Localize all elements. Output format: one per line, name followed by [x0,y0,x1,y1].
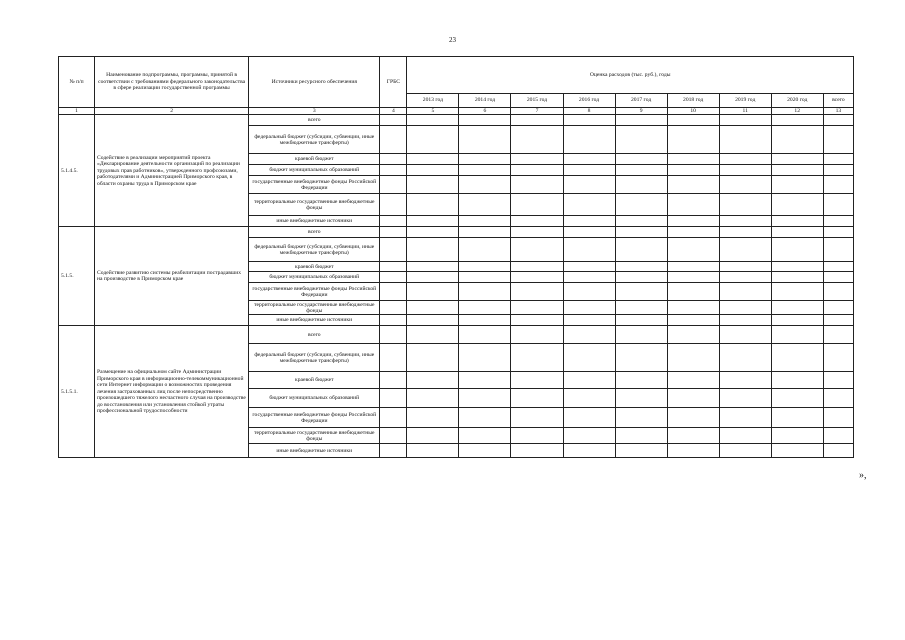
grbs-cell [380,165,407,176]
amount-cell [615,315,667,326]
header-year: 2015 год [511,94,563,108]
grbs-cell [380,194,407,216]
column-number: 2 [95,108,249,115]
amount-cell [407,389,459,408]
amount-cell [667,326,719,344]
amount-cell [407,154,459,165]
amount-cell [615,176,667,194]
header-source: Источники ресурсного обеспечения [249,57,380,108]
amount-cell [407,444,459,458]
grbs-cell [380,344,407,372]
amount-cell [563,165,615,176]
amount-cell [667,283,719,301]
amount-cell [667,216,719,227]
grbs-cell [380,238,407,262]
column-number: 8 [563,108,615,115]
amount-cell [823,126,853,154]
amount-cell [771,444,823,458]
funding-source: государственные внебюджетные фонды Российской Федерации [249,176,380,194]
amount-cell [667,444,719,458]
column-number: 1 [59,108,95,115]
amount-cell [719,372,771,389]
amount-cell [719,194,771,216]
amount-cell [459,283,511,301]
amount-cell [667,176,719,194]
amount-cell [563,315,615,326]
funding-source: государственные внебюджетные фонды Российской Федерации [249,283,380,301]
amount-cell [407,194,459,216]
column-number: 12 [771,108,823,115]
grbs-cell [380,227,407,238]
amount-cell [615,344,667,372]
amount-cell [719,408,771,428]
amount-cell [563,283,615,301]
amount-cell [823,262,853,272]
amount-cell [771,216,823,227]
amount-cell [563,272,615,283]
table-body [59,115,854,458]
amount-cell [459,408,511,428]
header-year: 2020 год [771,94,823,108]
funding-source: иные внебюджетные источники [249,216,380,227]
amount-cell [771,154,823,165]
amount-cell [563,216,615,227]
funding-source: краевой бюджет [249,372,380,389]
header-total: всего [823,94,853,108]
amount-cell [407,272,459,283]
funding-source: всего [249,115,380,126]
amount-cell [511,372,563,389]
amount-cell [615,126,667,154]
amount-cell [667,126,719,154]
amount-cell [823,238,853,262]
amount-cell [459,389,511,408]
amount-cell [615,372,667,389]
amount-cell [719,115,771,126]
amount-cell [719,165,771,176]
amount-cell [407,428,459,444]
amount-cell [563,372,615,389]
amount-cell [771,301,823,315]
grbs-cell [380,301,407,315]
amount-cell [459,216,511,227]
amount-cell [667,428,719,444]
amount-cell [823,315,853,326]
amount-cell [615,154,667,165]
column-number: 13 [823,108,853,115]
section-code: 5.1.4.5. [59,115,95,227]
table-row [59,326,854,344]
header-year: 2014 год [459,94,511,108]
amount-cell [563,389,615,408]
section-code: 5.1.5. [59,227,95,326]
amount-cell [511,115,563,126]
amount-cell [511,227,563,238]
header-year: 2018 год [667,94,719,108]
header-year: 2013 год [407,94,459,108]
amount-cell [459,444,511,458]
amount-cell [719,154,771,165]
section-name: Содействие в реализации мероприятий проекта «Декларирование деятельности организаций по реализации трудовых прав работников», утвержденного профсоюзами, работодателями и Администрацией Приморского края, в области охраны труда в Приморском крае [95,115,249,227]
column-number: 7 [511,108,563,115]
amount-cell [615,238,667,262]
amount-cell [563,408,615,428]
amount-cell [719,176,771,194]
amount-cell [407,315,459,326]
amount-cell [823,115,853,126]
amount-cell [823,216,853,227]
grbs-cell [380,262,407,272]
funding-source: иные внебюджетные источники [249,315,380,326]
amount-cell [407,344,459,372]
header-name: Наименование подпрограммы, программы, принятой в соответствии с требованиями федерального законодательства в сфере реализации государственной программы [95,57,249,108]
header-year: 2019 год [719,94,771,108]
amount-cell [563,262,615,272]
grbs-cell [380,315,407,326]
grbs-cell [380,444,407,458]
amount-cell [771,372,823,389]
amount-cell [615,115,667,126]
amount-cell [719,126,771,154]
amount-cell [719,315,771,326]
section-name: Размещение на официальном сайте Администрации Приморского края в информационно-телекоммуникационной сети Интернет информации о возможностях проведения лечения застрахованных лиц после непосредственно произошедшего тяжелого несчастного случая на производстве до восстановления или установления стойкой утраты профессиональной трудоспособности [95,326,249,458]
grbs-cell [380,115,407,126]
amount-cell [719,389,771,408]
amount-cell [615,262,667,272]
amount-cell [771,344,823,372]
amount-cell [563,154,615,165]
amount-cell [719,283,771,301]
amount-cell [459,154,511,165]
amount-cell [407,165,459,176]
amount-cell [719,262,771,272]
amount-cell [823,326,853,344]
amount-cell [615,216,667,227]
funding-source: иные внебюджетные источники [249,444,380,458]
amount-cell [823,283,853,301]
amount-cell [667,315,719,326]
amount-cell [511,272,563,283]
amount-cell [771,315,823,326]
column-number: 11 [719,108,771,115]
amount-cell [719,216,771,227]
grbs-cell [380,389,407,408]
amount-cell [771,408,823,428]
amount-cell [667,301,719,315]
section-name: Содействие развитию системы реабилитации пострадавших на производстве в Приморском крае [95,227,249,326]
amount-cell [771,389,823,408]
amount-cell [563,115,615,126]
amount-cell [615,326,667,344]
funding-source: территориальные государственные внебюджетные фонды [249,194,380,216]
amount-cell [511,428,563,444]
funding-source: государственные внебюджетные фонды Российской Федерации [249,408,380,428]
amount-cell [823,389,853,408]
amount-cell [511,315,563,326]
amount-cell [511,301,563,315]
amount-cell [407,126,459,154]
header-year: 2017 год [615,94,667,108]
amount-cell [771,262,823,272]
column-number: 4 [380,108,407,115]
amount-cell [459,194,511,216]
amount-cell [771,194,823,216]
amount-cell [563,444,615,458]
amount-cell [511,126,563,154]
amount-cell [771,326,823,344]
amount-cell [407,301,459,315]
amount-cell [667,194,719,216]
amount-cell [459,165,511,176]
amount-cell [511,408,563,428]
funding-source: краевой бюджет [249,262,380,272]
amount-cell [511,326,563,344]
amount-cell [667,408,719,428]
amount-cell [563,428,615,444]
amount-cell [407,372,459,389]
amount-cell [563,227,615,238]
amount-cell [459,301,511,315]
grbs-cell [380,216,407,227]
amount-cell [719,428,771,444]
amount-cell [823,408,853,428]
amount-cell [719,326,771,344]
grbs-cell [380,154,407,165]
amount-cell [667,115,719,126]
amount-cell [771,176,823,194]
column-number: 10 [667,108,719,115]
amount-cell [563,176,615,194]
amount-cell [511,238,563,262]
amount-cell [511,389,563,408]
amount-cell [771,126,823,154]
amount-cell [615,301,667,315]
amount-cell [563,301,615,315]
funding-source: федеральный бюджет (субсидии, субвенции, иные межбюджетные трансферты) [249,126,380,154]
header-year: 2016 год [563,94,615,108]
funding-source: территориальные государственные внебюджетные фонды [249,301,380,315]
amount-cell [459,315,511,326]
amount-cell [563,238,615,262]
amount-cell [459,372,511,389]
amount-cell [667,262,719,272]
amount-cell [823,444,853,458]
column-number: 5 [407,108,459,115]
amount-cell [615,165,667,176]
grbs-cell [380,428,407,444]
closing-quote: », [859,470,867,481]
amount-cell [459,344,511,372]
amount-cell [667,227,719,238]
column-number: 3 [249,108,380,115]
header-grbs: ГРБС [380,57,407,108]
amount-cell [823,176,853,194]
amount-cell [459,227,511,238]
amount-cell [615,428,667,444]
amount-cell [407,408,459,428]
amount-cell [511,194,563,216]
amount-cell [823,154,853,165]
amount-cell [823,344,853,372]
amount-cell [823,301,853,315]
amount-cell [563,126,615,154]
funding-source: федеральный бюджет (субсидии, субвенции, иные межбюджетные трансферты) [249,344,380,372]
grbs-cell [380,408,407,428]
amount-cell [823,372,853,389]
grbs-cell [380,176,407,194]
funding-source: бюджет муниципальных образований [249,165,380,176]
amount-cell [407,326,459,344]
amount-cell [771,272,823,283]
funding-source: бюджет муниципальных образований [249,389,380,408]
amount-cell [823,272,853,283]
funding-source: всего [249,227,380,238]
amount-cell [407,262,459,272]
amount-cell [563,194,615,216]
header-cost: Оценка расходов (тыс. руб.), годы [407,57,854,94]
funding-source: краевой бюджет [249,154,380,165]
amount-cell [563,326,615,344]
section-code: 5.1.5.1. [59,326,95,458]
amount-cell [459,272,511,283]
amount-cell [615,408,667,428]
amount-cell [407,238,459,262]
amount-cell [615,227,667,238]
grbs-cell [380,126,407,154]
amount-cell [823,194,853,216]
amount-cell [615,283,667,301]
amount-cell [511,154,563,165]
amount-cell [511,344,563,372]
amount-cell [823,165,853,176]
amount-cell [771,165,823,176]
amount-cell [771,283,823,301]
funding-source: территориальные государственные внебюджетные фонды [249,428,380,444]
amount-cell [407,283,459,301]
amount-cell [615,389,667,408]
amount-cell [459,238,511,262]
amount-cell [771,227,823,238]
amount-cell [615,272,667,283]
amount-cell [511,165,563,176]
amount-cell [667,165,719,176]
amount-cell [667,272,719,283]
funding-source: федеральный бюджет (субсидии, субвенции, иные межбюджетные трансферты) [249,238,380,262]
amount-cell [719,344,771,372]
amount-cell [823,428,853,444]
amount-cell [667,389,719,408]
grbs-cell [380,272,407,283]
amount-cell [667,344,719,372]
amount-cell [459,326,511,344]
amount-cell [459,126,511,154]
header-num: № п/п [59,57,95,108]
amount-cell [459,115,511,126]
column-number: 6 [459,108,511,115]
amount-cell [407,216,459,227]
table-row [59,227,854,238]
amount-cell [511,216,563,227]
amount-cell [667,238,719,262]
amount-cell [407,227,459,238]
grbs-cell [380,372,407,389]
amount-cell [459,176,511,194]
page-number: 23 [449,36,456,44]
budget-table [58,56,854,458]
amount-cell [511,262,563,272]
amount-cell [771,428,823,444]
amount-cell [667,154,719,165]
amount-cell [719,444,771,458]
amount-cell [511,444,563,458]
amount-cell [511,176,563,194]
amount-cell [459,428,511,444]
amount-cell [771,115,823,126]
column-number-row [59,108,854,115]
table-row [59,115,854,126]
amount-cell [667,372,719,389]
amount-cell [615,444,667,458]
grbs-cell [380,326,407,344]
amount-cell [719,238,771,262]
amount-cell [719,301,771,315]
funding-source: бюджет муниципальных образований [249,272,380,283]
column-number: 9 [615,108,667,115]
amount-cell [511,283,563,301]
amount-cell [407,115,459,126]
amount-cell [719,272,771,283]
amount-cell [407,176,459,194]
amount-cell [823,227,853,238]
amount-cell [459,262,511,272]
grbs-cell [380,283,407,301]
amount-cell [719,227,771,238]
funding-source: всего [249,326,380,344]
amount-cell [771,238,823,262]
amount-cell [615,194,667,216]
amount-cell [563,344,615,372]
